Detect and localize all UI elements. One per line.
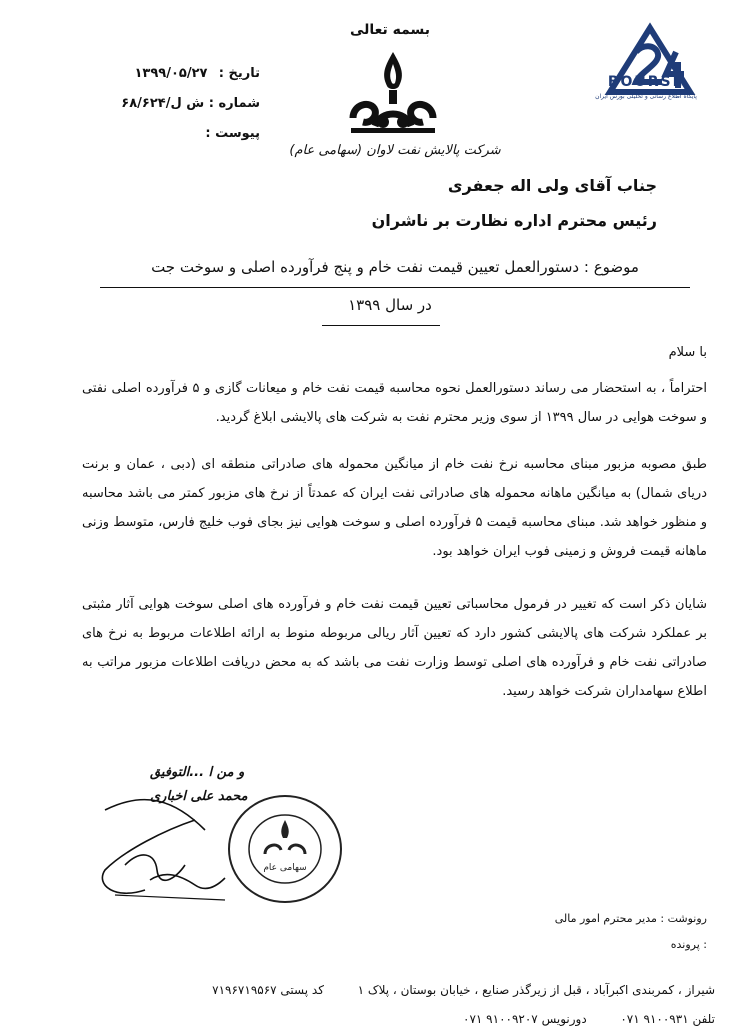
cc-line-1: رونوشت : مدیر محترم امور مالی	[554, 912, 707, 925]
signatory-name: محمد علی اخباری	[150, 789, 248, 804]
date-label: تاریخ :	[218, 66, 260, 81]
company-name: شرکت پالایش نفت لاوان (سهامی عام)	[289, 143, 501, 158]
subject-underline-2	[322, 325, 440, 326]
phone-label: تلفن	[692, 1012, 715, 1026]
number-label: شماره :	[208, 96, 260, 111]
bourse-subtitle: پایگاه اطلاع رسانی و تحلیلی بورس ایران	[595, 93, 697, 100]
bourse-wordmark: BOURSE	[607, 74, 685, 90]
bourse-logo-icon	[580, 22, 720, 122]
fax-label: دورنویس	[541, 1012, 587, 1026]
recipient-title: رئیس محترم اداره نظارت بر ناشران	[371, 211, 657, 230]
subject-line-2: در سال ۱۳۹۹	[348, 296, 432, 314]
body-paragraph-3: شایان ذکر است که تغییر در فرمول محاسباتی تعیین قیمت نفت خام و فرآورده های اصلی سوخت هوایی آثار مثبتی بر عملکرد شرکت های پالایشی کشور دارد که تعیین آثار ریالی مربوطه منوط به ارائه اطلاعات مربوط به نرخ های صادراتی نفت خام و فرآورده های اصلی توسط وزارت نفت می باشد که به محض دریافت اطلاعات مزبور مراتب به اطلاع سهامداران شرکت خواهد رسید.	[82, 597, 707, 699]
fax-value: ۹۱۰۰۹۲۰۷ ۰۷۱	[463, 1012, 538, 1026]
closing-phrase: و من ا ...التوفیق	[150, 765, 245, 780]
attachment-label: پیوست :	[205, 126, 260, 141]
bismillah-heading: بسمه تعالی	[349, 22, 431, 38]
footer-contact-line	[230, 1012, 715, 1026]
stamp-text: سهامی عام	[263, 863, 307, 873]
attachment-field	[110, 126, 260, 141]
footer-address: شیراز ، کمربندی اکبرآباد ، قبل از زیرگذر صنایع ، خیابان بوستان ، پلاک ۱	[357, 983, 715, 997]
footer-address-line	[120, 983, 715, 997]
subject-underline-1	[100, 287, 690, 288]
greeting: با سلام	[668, 345, 707, 360]
company-stamp-icon	[225, 792, 345, 907]
date-value: ۱۳۹۹/۰۵/۲۷	[134, 66, 208, 81]
oil-company-logo-icon	[345, 48, 441, 138]
handwritten-signature-icon	[85, 770, 235, 920]
recipient-name: جناب آقای ولی اله جعفری	[447, 176, 657, 195]
body-paragraph-1: احتراماً ، به استحضار می رساند دستورالعمل نحوه محاسبه قیمت نفت خام و میعانات گازی و ۵ فرآورده اصلی نفتی و سوخت هوایی در سال ۱۳۹۹ از سوی وزیر محترم نفت به شرکت های پالایشی ابلاغ گردید.	[82, 381, 708, 425]
postal-code: ۷۱۹۶۷۱۹۵۶۷	[212, 983, 277, 997]
subject-line-1: موضوع : دستورالعمل تعیین قیمت نفت خام و پنج فرآورده اصلی و سوخت جت	[151, 258, 639, 276]
date-field	[110, 66, 260, 81]
number-value: ش ل/۶۸/۶۲۴	[121, 96, 205, 111]
number-field	[110, 96, 260, 111]
postal-label: کد پستی	[280, 983, 324, 997]
body-paragraph-2: طبق مصوبه مزبور مبنای محاسبه نرخ نفت خام از میانگین محموله های صادراتی منطقه ای (دبی ، عمان و برنت دریای شمال) به میانگین ماهانه محموله های صادراتی نفت ایران که عمدتاً از نرخ های مزبور کمتر می باشد محاسبه و منظور خواهد شد. مبنای محاسبه قیمت ۵ فرآورده اصلی و سوخت هوایی نیز بجای فوب خلیج فارس، متوسط وزنی ماهانه قیمت فروش و زمینی فوب ایران خواهد بود.	[82, 457, 708, 559]
cc-line-2: : پرونده	[670, 938, 707, 951]
phone-value: ۹۱۰۰۹۳۱ ۰۷۱	[620, 1012, 689, 1026]
